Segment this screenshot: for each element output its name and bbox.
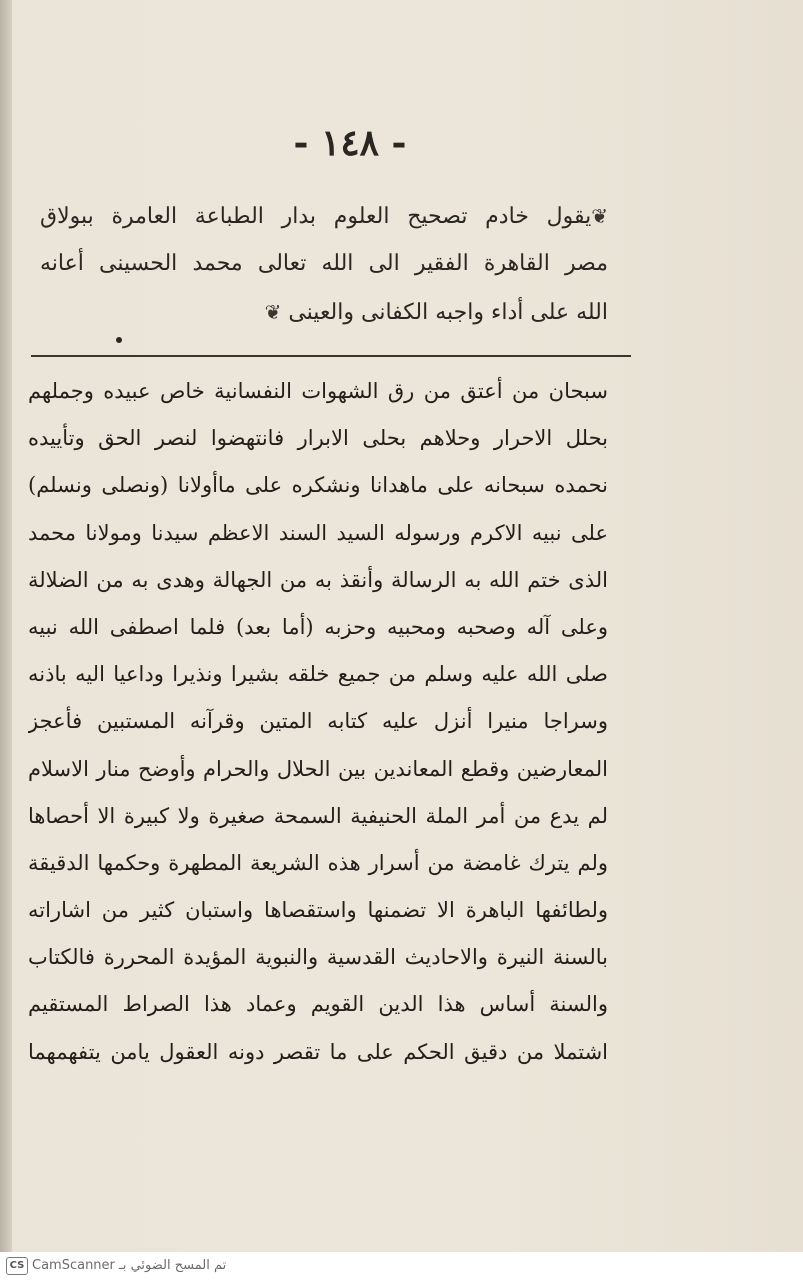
page-spine-shadow: [0, 0, 12, 1252]
header-line: مصر القاهرة الفقير الى الله تعالى محمد الحسينى أعانه: [40, 251, 608, 276]
header-line: الله على أداء واجبه الكفانى والعينى ❦: [264, 300, 608, 325]
text-line: الذى ختم الله به الرسالة وأنقذ به من الجهالة وهدى به من الضلالة: [28, 567, 608, 592]
scanner-footer: [0, 1252, 803, 1280]
text-line: اشتملا من دقيق الحكم على ما تقصر دونه العقول يامن يتفهمهما: [28, 1039, 608, 1064]
text-line: نحمده سبحانه على ماهدانا ونشكره على ماأولانا (ونصلى ونسلم): [28, 473, 608, 498]
header-note: [40, 192, 608, 336]
text-line: بحلل الاحرار وحلاهم بحلى الابرار فانتهضوا لنصر الحق وتأييده: [28, 426, 608, 451]
text-line: بالسنة النيرة والاحاديث القدسية والنبوية المؤيدة المحررة فالكتاب: [28, 945, 608, 970]
dot-mark: [116, 337, 122, 343]
text-line: لم يدع من أمر الملة الحنيفية السمحة صغيرة ولا كبيرة الا أحصاها: [28, 803, 608, 828]
text-line: وعلى آله وصحبه ومحبيه وحزبه (أما بعد) فلما اصطفى الله نبيه: [28, 614, 608, 639]
body-text: [28, 368, 608, 1076]
text-line: ولم يترك غامضة من أسرار هذه الشريعة المطهرة وحكمها الدقيقة: [28, 850, 608, 875]
divider-rule: [31, 355, 631, 357]
text-line: ولطائفها الباهرة الا تضمنها واستقصاها واستبان كثير من اشاراته: [28, 898, 608, 923]
ornament-icon: ❦: [264, 300, 282, 324]
page-number: - ١٤٨ -: [293, 122, 407, 164]
text-line: سبحان من أعتق من رق الشهوات النفسانية خاص عبيده وجملهم: [28, 379, 608, 403]
text-line: صلى الله عليه وسلم من جميع خلقه بشيرا ونذيرا وداعيا اليه باذنه: [28, 662, 608, 687]
text-line: على نبيه الاكرم ورسوله السيد السند الاعظم سيدنا ومولانا محمد: [28, 520, 608, 545]
ornament-icon: ❦: [591, 204, 608, 228]
text-line: المعارضين وقطع المعاندين بين الحلال والحرام وأوضح منار الاسلام: [28, 756, 608, 781]
header-line: ❦يقول خادم تصحيح العلوم بدار الطباعة العامرة ببولاق: [40, 204, 608, 229]
camscanner-logo-icon: CS: [6, 1257, 28, 1275]
text-line: والسنة أساس هذا الدين القويم وعماد هذا الصراط المستقيم: [28, 992, 608, 1017]
text-line: وسراجا منيرا أنزل عليه كتابه المتين وقرآنه المستبين فأعجز: [28, 709, 608, 734]
scanner-watermark-text: تم المسح الضوئي بـ CamScanner: [32, 1258, 227, 1273]
